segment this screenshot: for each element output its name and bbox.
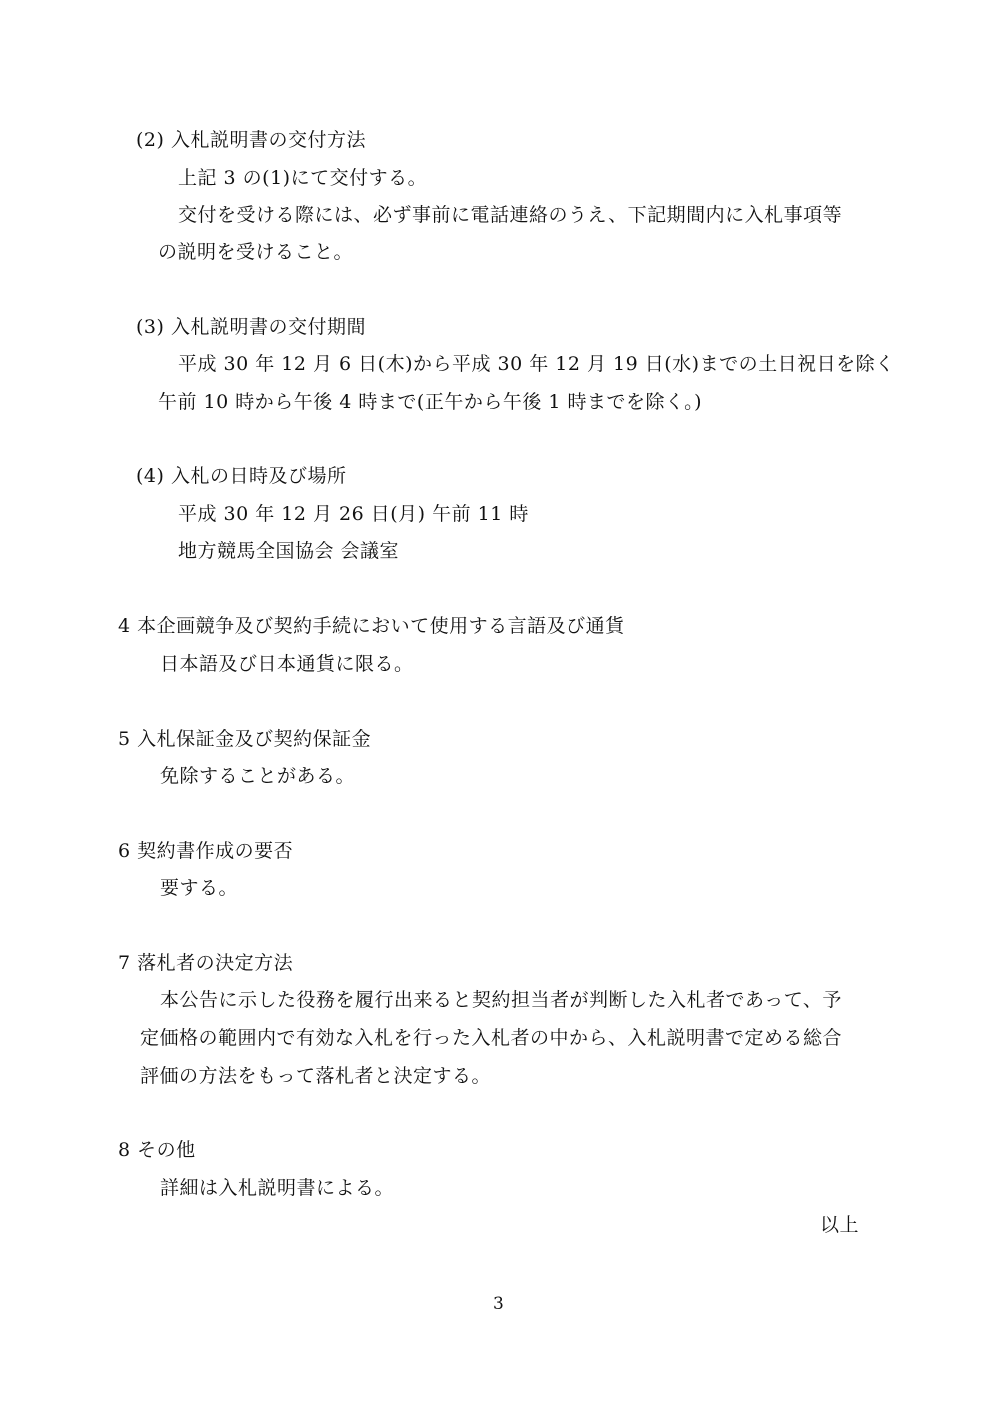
section-5-body: 免除することがある。 [160,765,356,787]
section-6-body: 要する。 [160,877,239,899]
section-8-body: 詳細は入札説明書による。 [160,1177,395,1199]
section-7-body-line-2: 定価格の範囲内で有効な入札を行った入札者の中から、入札説明書で定める総合 [140,1027,843,1049]
section-3-2-heading: (2) 入札説明書の交付方法 [136,129,366,151]
section-7-body-line-1: 本公告に示した役務を履行出来ると契約担当者が判断した入札者であって、予 [160,989,842,1011]
section-4-body: 日本語及び日本通貨に限る。 [160,653,414,675]
section-3-2-paragraph-2-line-1: 交付を受ける際には、必ず事前に電話連絡のうえ、下記期間内に入札事項等 [178,204,843,226]
section-3-3-period-line-2: 午前 10 時から午後 4 時まで(正午から午後 1 時までを除く。) [158,391,703,413]
section-6-heading: 6 契約書作成の要否 [118,840,294,862]
section-3-3-period-line-1: 平成 30 年 12 月 6 日(木)から平成 30 年 12 月 19 日(水)までの土日祝日を除く [178,353,895,375]
section-3-4-heading: (4) 入札の日時及び場所 [136,465,347,487]
section-4-heading: 4 本企画競争及び契約手続において使用する言語及び通貨 [118,615,625,637]
section-3-3-heading: (3) 入札説明書の交付期間 [136,316,366,338]
section-7-body-line-3: 評価の方法をもって落札者と決定する。 [140,1065,492,1087]
section-5-heading: 5 入札保証金及び契約保証金 [118,728,372,750]
section-3-2-paragraph-1: 上記 3 の(1)にて交付する。 [178,167,428,189]
section-8-heading: 8 その他 [118,1139,196,1161]
section-7-heading: 7 落札者の決定方法 [118,952,294,974]
closing-mark: 以上 [820,1214,860,1236]
page-number: 3 [493,1294,505,1314]
section-3-4-datetime: 平成 30 年 12 月 26 日(月) 午前 11 時 [178,503,529,525]
section-3-2-paragraph-2-line-2: の説明を受けること。 [158,241,354,263]
section-3-4-place: 地方競馬全国協会 会議室 [178,540,400,562]
